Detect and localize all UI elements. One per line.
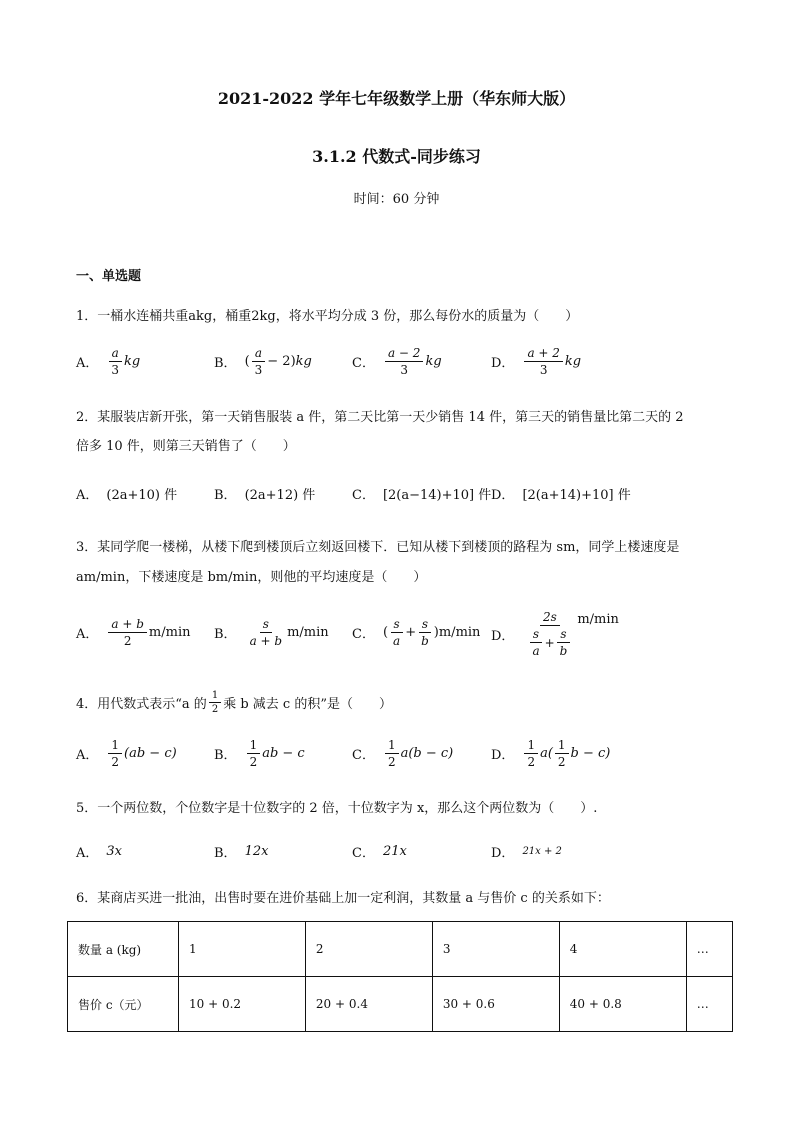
q5-option-a [76, 842, 122, 861]
document-title: 2021-2022 学年七年级数学上册（华东师大版） [217, 89, 576, 108]
time-limit: 时间：60 分钟 [353, 192, 440, 207]
fraction: $\frac{a}{3}$ [252, 346, 266, 377]
option-label: B． [214, 846, 237, 861]
table-cell: 20 + 0.4 [305, 977, 432, 1032]
question-4-text [76, 690, 392, 715]
q1-option-c [352, 346, 442, 377]
fraction: $\frac{1}{2}$ [247, 738, 261, 769]
q1-option-b [214, 346, 312, 377]
question-2-line-1: 2．某服装店新开张，第一天销售服装 a 件，第二天比第一天少销售 14 件，第三天的销售量比第二天的 2 [76, 410, 684, 425]
q4-option-d [491, 738, 610, 769]
q2-option-d [491, 484, 631, 503]
q3-option-c [352, 617, 480, 648]
fraction: $\frac{s}{a}$ [390, 617, 403, 648]
option-label: A． [76, 488, 99, 503]
q3-option-d [491, 610, 619, 658]
unit: kg [564, 354, 582, 369]
fraction: $\frac{1}{2}$ [524, 738, 538, 769]
table-cell: … [686, 977, 732, 1032]
option-label: B． [214, 748, 237, 763]
table-cell: 1 [179, 922, 306, 977]
option-label: D． [491, 748, 515, 763]
option-expr: 21x [382, 844, 407, 859]
question-3-line-2: am/min，下楼速度是 bm/min，则他的平均速度是（ ） [76, 570, 427, 585]
unit: m/min [287, 625, 329, 640]
q4-option-b [214, 738, 305, 769]
fraction: $\frac{a - 2}{3}$ [385, 346, 423, 377]
table-cell: 数量 a (kg) [68, 922, 179, 977]
q5-option-c [352, 842, 407, 861]
table-row [68, 977, 733, 1032]
q3-option-a [76, 617, 191, 648]
fraction: $\frac{s}{a + b}$ [249, 617, 283, 648]
table-row [68, 922, 733, 977]
option-expr: 3x [106, 844, 122, 859]
option-label: A． [76, 846, 99, 861]
table-cell: 10 + 0.2 [179, 977, 306, 1032]
option-expr: a(b − c) [400, 746, 454, 761]
plus: + [405, 625, 417, 640]
option-label: D． [491, 846, 515, 861]
option-label: D． [491, 488, 515, 503]
document-subtitle: 3.1.2 代数式-同步练习 [312, 147, 481, 166]
q2-option-c [352, 484, 491, 503]
option-expr: ab − c [262, 746, 305, 761]
fraction: $\frac{s}{b}$ [418, 617, 432, 648]
table-cell: 3 [432, 922, 559, 977]
unit: m/min [438, 625, 481, 640]
q1-option-d [491, 346, 581, 377]
option-expr: (ab − c) [124, 746, 177, 761]
option-expr: a( [540, 746, 553, 761]
option-expr: 21x + 2 [522, 846, 562, 857]
q1-option-a [76, 346, 140, 377]
fraction: $\frac{s}{a}$ [529, 627, 542, 658]
option-label: B． [214, 356, 237, 371]
option-expr: (2a+12) 件 [244, 488, 316, 503]
fraction: $\frac{1}{2}$ [209, 690, 221, 715]
table-cell: 4 [559, 922, 686, 977]
fraction: $\frac{s}{b}$ [557, 627, 571, 658]
expr: − 2) [267, 354, 296, 369]
option-expr: [2(a+14)+10] 件 [522, 488, 631, 503]
fraction: $\frac{1}{2}$ [108, 738, 122, 769]
paren: ) [433, 625, 439, 640]
option-label: C． [352, 748, 375, 763]
q4-option-a [76, 738, 177, 769]
option-label: B． [214, 627, 237, 642]
option-expr: 12x [244, 844, 269, 859]
q4-text-pre: 4．用代数式表示“a 的 [76, 697, 207, 712]
fraction: $\frac{1}{2}$ [385, 738, 399, 769]
option-label: A． [76, 627, 99, 642]
option-label: B． [214, 488, 237, 503]
unit: m/min [148, 625, 191, 640]
option-label: C． [352, 356, 375, 371]
option-label: D． [491, 356, 515, 371]
paren: ( [244, 354, 250, 369]
unit: kg [295, 354, 312, 369]
q2-option-a [76, 484, 177, 503]
plus: + [544, 635, 555, 650]
question-3-line-1: 3．某同学爬一楼梯，从楼下爬到楼顶后立刻返回楼下．已知从楼下到楼顶的路程为 sm，同学上楼速度是 [76, 540, 680, 555]
fraction: $\frac{a}{3}$ [108, 346, 122, 377]
fraction: $\frac{1}{2}$ [555, 738, 569, 769]
unit: kg [425, 354, 442, 369]
q2-option-b [214, 484, 315, 503]
question-5-text: 5．一个两位数，个位数字是十位数字的 2 倍，十位数字为 x，那么这个两位数为（ ）. [76, 801, 598, 816]
option-label: D． [491, 628, 515, 644]
question-6-text: 6．某商店买进一批油，出售时要在进价基础上加一定利润，其数量 a 与售价 c 的关系如下： [76, 891, 610, 906]
q4-option-c [352, 738, 453, 769]
unit: m/min [577, 612, 619, 627]
option-expr: (2a+10) 件 [106, 488, 178, 503]
fraction: $\frac{a + b}{2}$ [108, 617, 147, 648]
table-cell: 售价 c（元） [68, 977, 179, 1032]
q5-option-b [214, 842, 268, 861]
question-2-line-2: 倍多 10 件，则第三天销售了（ ） [76, 439, 296, 454]
option-label: C． [352, 488, 375, 503]
complex-fraction: 2s $\frac{s}{a}$ + $\frac{s}{b}$ [524, 610, 575, 658]
option-expr: [2(a−14)+10] 件 [382, 488, 492, 503]
question-1-text: 1．一桶水连桶共重akg，桶重2kg，将水平均分成 3 份，那么每份水的质量为（ ） [76, 309, 579, 324]
option-label: C． [352, 846, 375, 861]
q5-option-d [491, 842, 562, 861]
option-label: A． [76, 356, 99, 371]
unit: kg [124, 354, 141, 369]
section-heading: 一、单选题 [76, 269, 142, 284]
table-cell: 40 + 0.8 [559, 977, 686, 1032]
q3-option-b [214, 617, 329, 648]
table-cell: 2 [305, 922, 432, 977]
option-expr: b − c) [570, 746, 611, 761]
q4-text-post: 乘 b 减去 c 的积”是（ ） [223, 697, 392, 712]
quantity-price-table [67, 921, 733, 1032]
table-cell: 30 + 0.6 [432, 977, 559, 1032]
fraction: $\frac{a + 2}{3}$ [524, 346, 562, 377]
option-label: A． [76, 748, 99, 763]
table-cell: … [686, 922, 732, 977]
paren: ( [382, 625, 389, 640]
option-label: C． [352, 627, 375, 642]
